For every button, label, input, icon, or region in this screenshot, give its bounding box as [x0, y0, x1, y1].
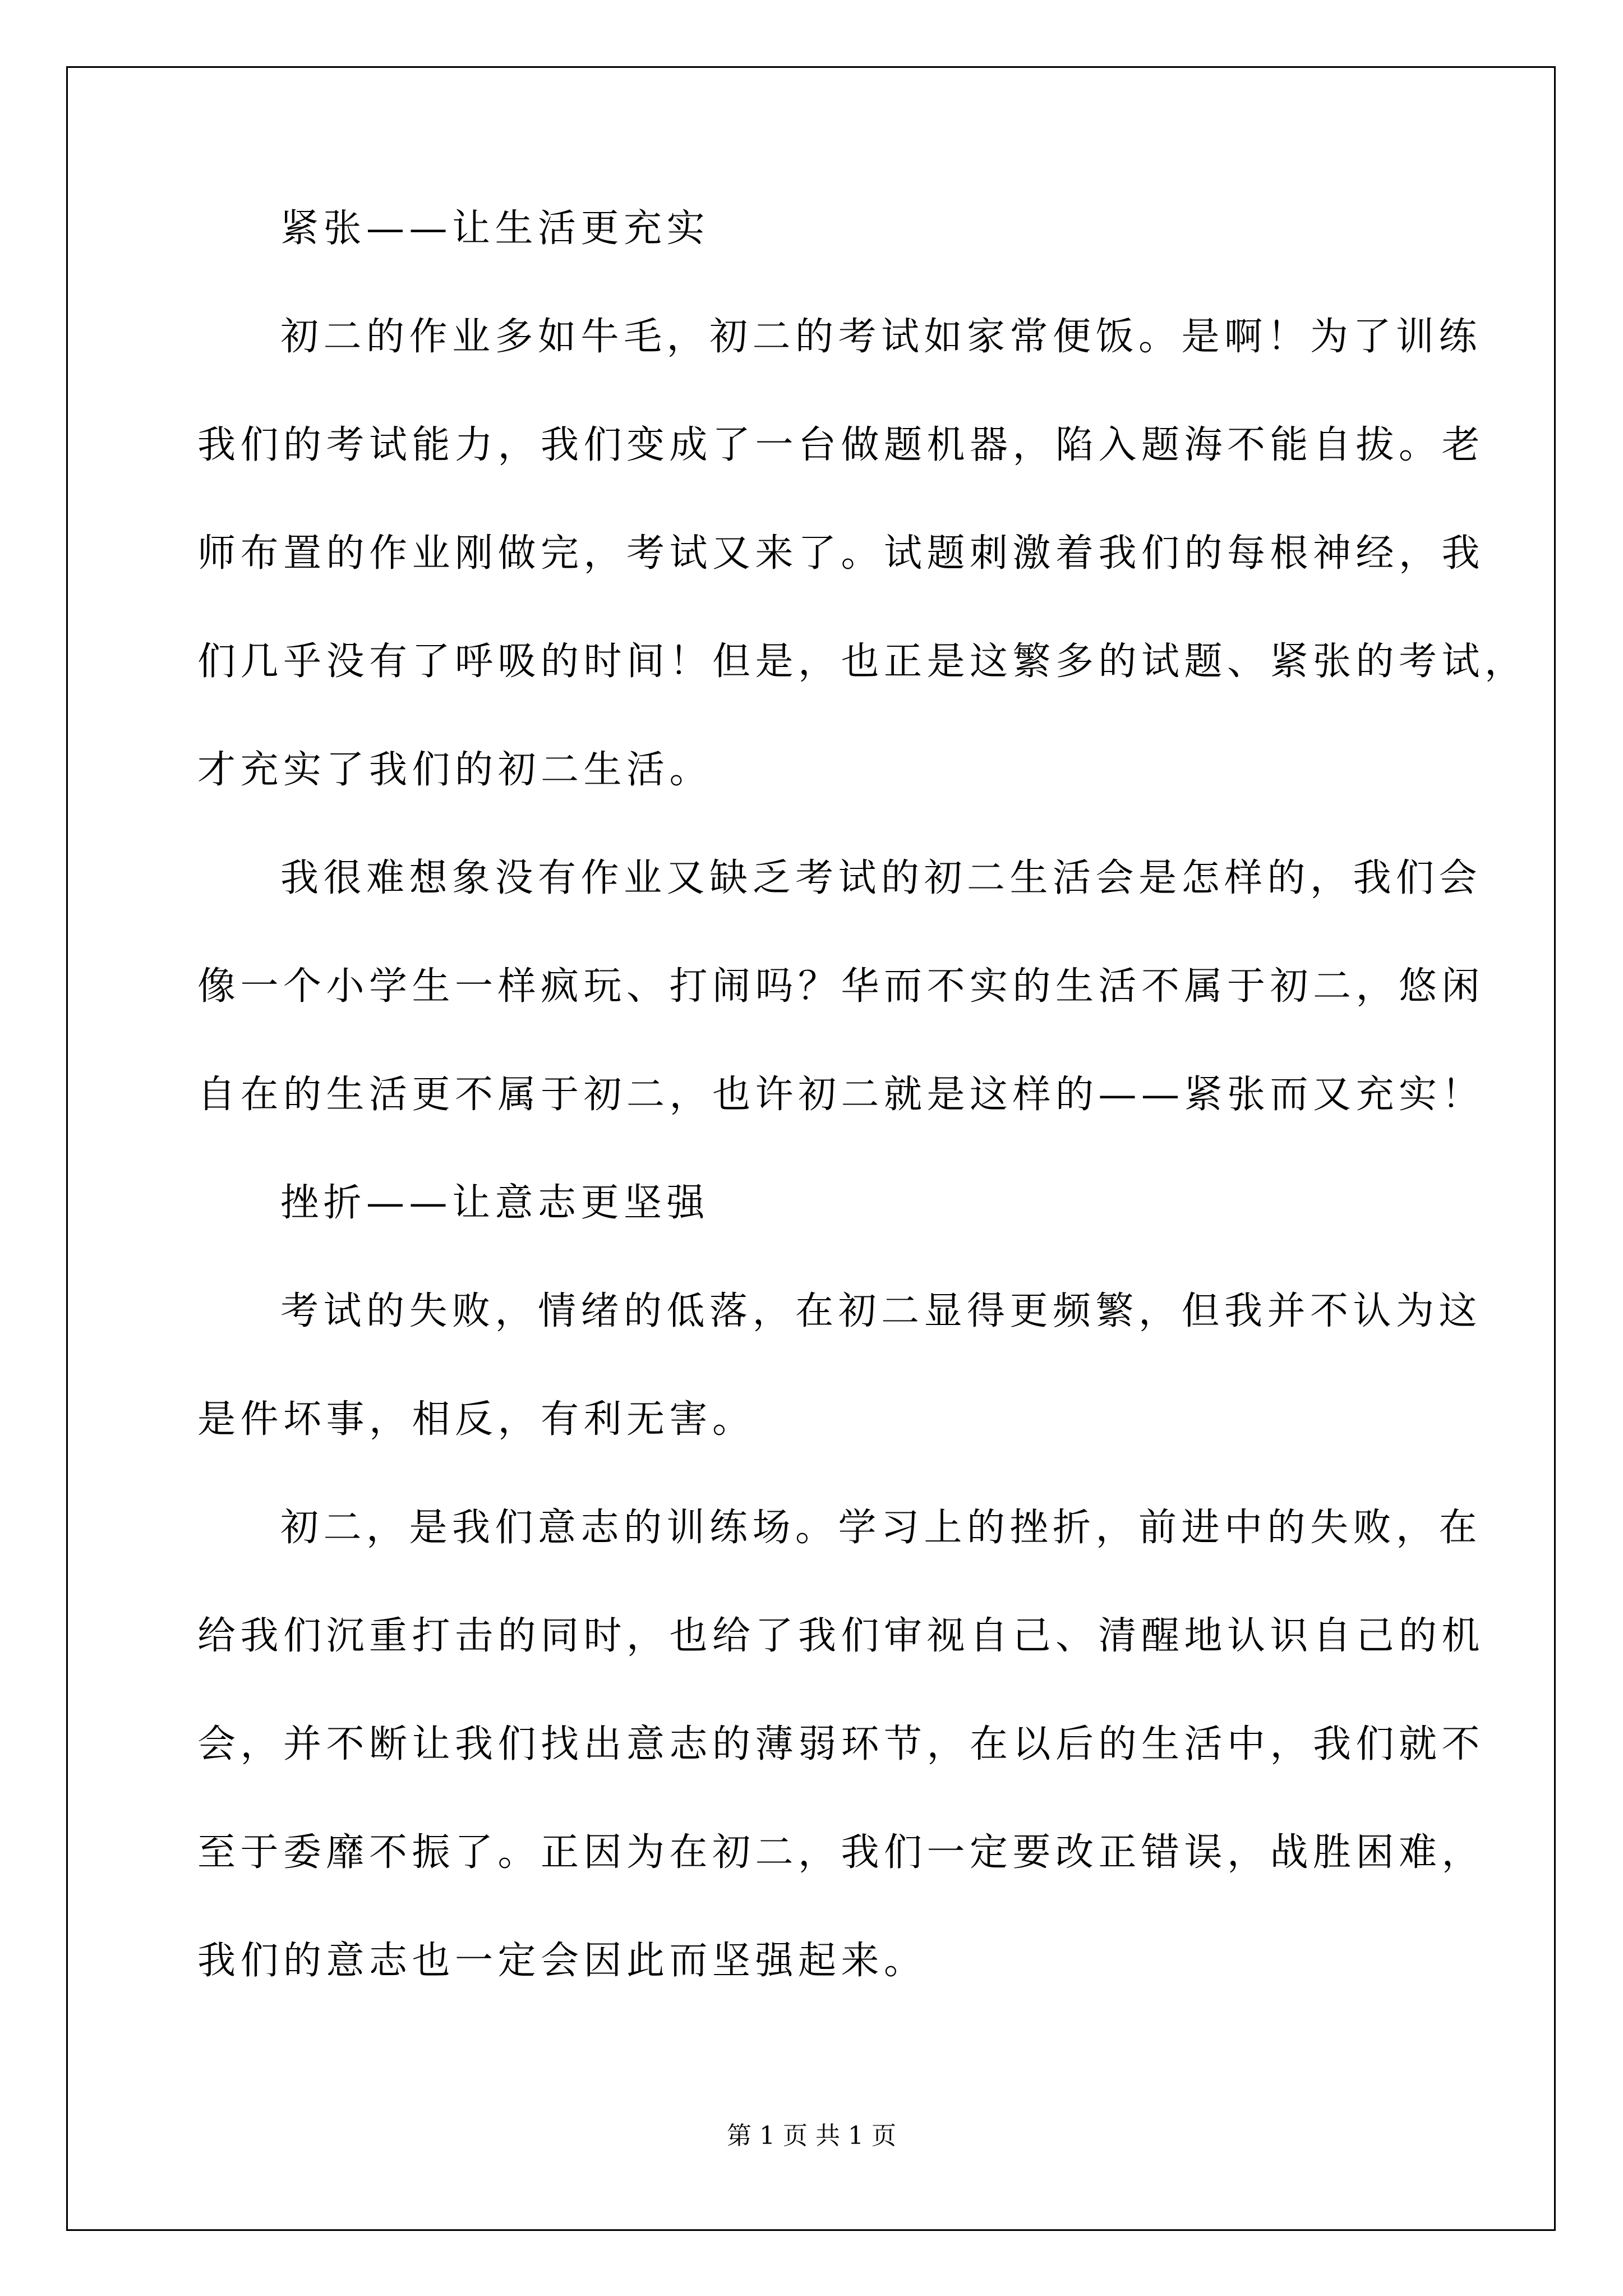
paragraph-line: 自在的生活更不属于初二，也许初二就是这样的——紧张而又充实！: [197, 1073, 1485, 1117]
paragraph-line: 至于委靡不振了。正因为在初二，我们一定要改正错误，战胜困难，: [197, 1830, 1485, 1875]
section-heading-2: 挫折——让意志更坚强: [280, 1181, 710, 1225]
paragraph-line: 们几乎没有了呼吸的时间！但是，也正是这繁多的试题、紧张的考试，: [197, 639, 1528, 684]
paragraph-line: 像一个小学生一样疯玩、打闹吗？华而不实的生活不属于初二，悠闲: [197, 964, 1485, 1009]
paragraph-line: 是件坏事，相反，有利无害。: [197, 1397, 755, 1442]
paragraph-line: 我们的考试能力，我们变成了一台做题机器，陷入题海不能自拔。老: [197, 423, 1485, 467]
paragraph-line: 我们的意志也一定会因此而坚强起来。: [197, 1939, 927, 1983]
paragraph-line: 初二，是我们意志的训练场。学习上的挫折，前进中的失败，在: [280, 1506, 1482, 1550]
paragraph-line: 考试的失败，情绪的低落，在初二显得更频繁，但我并不认为这: [280, 1289, 1482, 1333]
page-border: [66, 66, 1556, 2231]
section-heading-1: 紧张——让生活更充实: [280, 206, 710, 251]
paragraph-line: 给我们沉重打击的同时，也给了我们审视自己、清醒地认识自己的机: [197, 1614, 1485, 1658]
page-footer: 第 1 页 共 1 页: [727, 2122, 896, 2150]
paragraph-line: 才充实了我们的初二生活。: [197, 748, 713, 792]
paragraph-line: 我很难想象没有作业又缺乏考试的初二生活会是怎样的，我们会: [280, 856, 1482, 900]
paragraph-line: 初二的作业多如牛毛，初二的考试如家常便饭。是啊！为了训练: [280, 315, 1482, 359]
paragraph-line: 会，并不断让我们找出意志的薄弱环节，在以后的生活中，我们就不: [197, 1722, 1485, 1766]
paragraph-line: 师布置的作业刚做完，考试又来了。试题刺激着我们的每根神经，我: [197, 531, 1485, 576]
